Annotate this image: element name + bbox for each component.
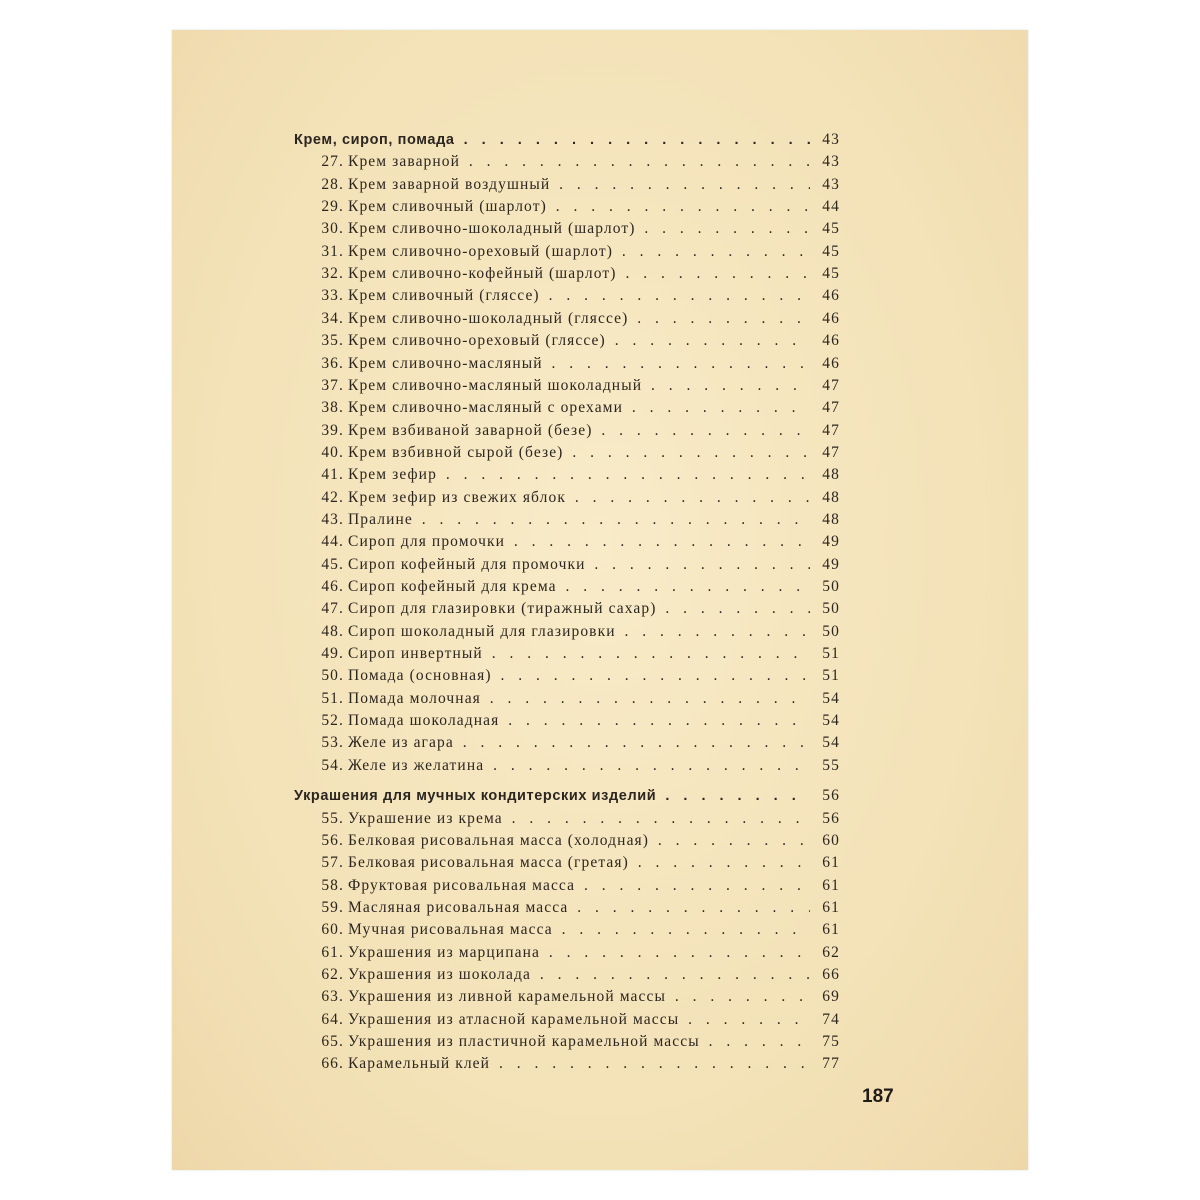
entry-page-number: 49 bbox=[822, 555, 840, 573]
toc-entry bbox=[172, 964, 1028, 986]
entry-title: Помада шоколадная . . . bbox=[348, 710, 810, 732]
entry-page-number: 54 bbox=[822, 734, 840, 752]
entry-page-number: 50 bbox=[822, 622, 840, 640]
entry-page-number: 55 bbox=[822, 756, 840, 774]
section-title: Крем, сироп, помада . . . bbox=[294, 129, 810, 151]
entry-title: Белковая рисовальная масса (гретая) . . . bbox=[348, 852, 810, 874]
entry-page-number: 61 bbox=[822, 876, 840, 894]
toc-entry bbox=[172, 897, 1028, 919]
entry-title: Крем взбиваной заварной (безе) . . . bbox=[348, 420, 810, 442]
entry-number: 48. bbox=[321, 622, 344, 640]
entry-page-number: 49 bbox=[822, 533, 840, 551]
toc-entry bbox=[172, 852, 1028, 874]
entry-page-number: 51 bbox=[822, 645, 840, 663]
entry-page-number: 46 bbox=[822, 332, 840, 350]
entry-page-number: 66 bbox=[822, 965, 840, 983]
entry-number: 57. bbox=[321, 854, 344, 872]
entry-page-number: 43 bbox=[822, 153, 840, 171]
entry-page-number: 69 bbox=[822, 988, 840, 1006]
toc-entry bbox=[172, 285, 1028, 307]
toc-entry bbox=[172, 830, 1028, 852]
entry-number: 64. bbox=[321, 1010, 344, 1028]
entry-title: Крем зефир из свежих яблок . . . bbox=[348, 487, 810, 509]
entry-number: 60. bbox=[321, 921, 344, 939]
toc-entry bbox=[172, 487, 1028, 509]
entry-number: 37. bbox=[321, 376, 344, 394]
toc-entry bbox=[172, 353, 1028, 375]
toc-entry bbox=[172, 263, 1028, 285]
entry-title: Масляная рисовальная масса . . . bbox=[348, 897, 810, 919]
entry-page-number: 48 bbox=[822, 510, 840, 528]
entry-number: 31. bbox=[321, 242, 344, 260]
entry-title: Крем сливочно-кофейный (шарлот) . . . bbox=[348, 263, 810, 285]
entry-title: Крем сливочно-масляный с орехами . . . bbox=[348, 397, 810, 419]
entry-page-number: 48 bbox=[822, 488, 840, 506]
entry-title: Помада (основная) . . . bbox=[348, 665, 810, 687]
toc-entry bbox=[172, 218, 1028, 240]
entry-number: 29. bbox=[321, 198, 344, 216]
entry-title: Крем сливочный (гляссе) . . . bbox=[348, 285, 810, 307]
entry-page-number: 46 bbox=[822, 309, 840, 327]
toc-entry bbox=[172, 643, 1028, 665]
toc-section-heading bbox=[172, 129, 1028, 151]
entry-title: Белковая рисовальная масса (холодная) . . . bbox=[348, 830, 810, 852]
toc-entry bbox=[172, 665, 1028, 687]
entry-page-number: 54 bbox=[822, 689, 840, 707]
entry-page-number: 56 bbox=[822, 809, 840, 827]
toc-entry bbox=[172, 732, 1028, 754]
entry-title: Пралине . . . bbox=[348, 509, 810, 531]
entry-title: Желе из желатина . . . bbox=[348, 755, 810, 777]
entry-number: 47. bbox=[321, 600, 344, 618]
entry-title: Крем сливочно-масляный . . . bbox=[348, 353, 810, 375]
entry-title: Желе из агара . . . bbox=[348, 732, 810, 754]
entry-number: 35. bbox=[321, 332, 344, 350]
entry-page-number: 75 bbox=[822, 1033, 840, 1050]
entry-page-number: 46 bbox=[822, 287, 840, 305]
toc-entry bbox=[172, 554, 1028, 576]
entry-number: 63. bbox=[321, 988, 344, 1006]
entry-number: 27. bbox=[321, 153, 344, 171]
entry-page-number: 61 bbox=[822, 854, 840, 872]
entry-title: Украшения из ливной карамельной массы . . . bbox=[348, 986, 810, 1008]
entry-number: 39. bbox=[321, 421, 344, 439]
entry-number: 49. bbox=[321, 645, 344, 663]
toc-entry bbox=[172, 576, 1028, 598]
entry-page-number: 47 bbox=[822, 376, 840, 394]
toc-entry bbox=[172, 241, 1028, 263]
entry-page-number: 74 bbox=[822, 1010, 840, 1028]
entry-title: Фруктовая рисовальная масса . . . bbox=[348, 875, 810, 897]
entry-number: 66. bbox=[321, 1055, 344, 1073]
section-page-number: 56 bbox=[822, 787, 840, 805]
entry-number: 65. bbox=[321, 1033, 344, 1050]
entry-title: Сироп для промочки . . . bbox=[348, 531, 810, 553]
entry-page-number: 45 bbox=[822, 265, 840, 283]
entry-number: 42. bbox=[321, 488, 344, 506]
entry-number: 51. bbox=[321, 689, 344, 707]
entry-page-number: 61 bbox=[822, 898, 840, 916]
entry-number: 43. bbox=[321, 510, 344, 528]
entry-number: 62. bbox=[321, 965, 344, 983]
entry-page-number: 47 bbox=[822, 443, 840, 461]
toc-entry bbox=[172, 1053, 1028, 1075]
toc-entry bbox=[172, 1031, 1028, 1053]
entry-number: 38. bbox=[321, 399, 344, 417]
entry-number: 33. bbox=[321, 287, 344, 305]
entry-number: 46. bbox=[321, 578, 344, 595]
toc-entry bbox=[172, 598, 1028, 620]
entry-page-number: 50 bbox=[822, 578, 840, 595]
entry-title: Крем сливочно-ореховый (шарлот) . . . bbox=[348, 241, 810, 263]
entry-page-number: 46 bbox=[822, 354, 840, 372]
toc-entry bbox=[172, 755, 1028, 777]
entry-title: Крем сливочно-шоколадный (шарлот) . . . bbox=[348, 218, 810, 240]
page-number: 187 bbox=[862, 1086, 894, 1107]
entry-number: 54. bbox=[321, 756, 344, 774]
toc-entry bbox=[172, 174, 1028, 196]
entry-number: 44. bbox=[321, 533, 344, 551]
entry-title: Крем заварной . . . bbox=[348, 151, 810, 173]
toc-entry bbox=[172, 464, 1028, 486]
toc-entry bbox=[172, 919, 1028, 941]
entry-title: Сироп кофейный для промочки . . . bbox=[348, 554, 810, 576]
entry-title: Украшение из крема . . . bbox=[348, 808, 810, 830]
entry-page-number: 50 bbox=[822, 600, 840, 618]
toc-entry bbox=[172, 710, 1028, 732]
toc-entry bbox=[172, 308, 1028, 330]
entry-page-number: 45 bbox=[822, 242, 840, 260]
entry-page-number: 61 bbox=[822, 921, 840, 939]
entry-title: Сироп кофейный для крема . . . bbox=[348, 576, 810, 598]
section-page-number: 43 bbox=[822, 131, 840, 148]
entry-title: Крем взбивной сырой (безе) . . . bbox=[348, 442, 810, 464]
entry-title: Украшения из шоколада . . . bbox=[348, 964, 810, 986]
entry-number: 40. bbox=[321, 443, 344, 461]
entry-title: Крем сливочно-масляный шоколадный . . . bbox=[348, 375, 810, 397]
entry-number: 32. bbox=[321, 265, 344, 283]
entry-page-number: 47 bbox=[822, 399, 840, 417]
entry-page-number: 48 bbox=[822, 466, 840, 484]
entry-page-number: 54 bbox=[822, 712, 840, 730]
toc-entry bbox=[172, 330, 1028, 352]
entry-number: 53. bbox=[321, 734, 344, 752]
entry-number: 55. bbox=[321, 809, 344, 827]
toc-entry bbox=[172, 942, 1028, 964]
toc-entry bbox=[172, 442, 1028, 464]
entry-number: 61. bbox=[321, 943, 344, 961]
toc-entry bbox=[172, 531, 1028, 553]
entry-page-number: 44 bbox=[822, 198, 840, 216]
entry-page-number: 51 bbox=[822, 667, 840, 685]
entry-title: Помада молочная . . . bbox=[348, 688, 810, 710]
entry-title: Крем сливочно-шоколадный (гляссе) . . . bbox=[348, 308, 810, 330]
entry-title: Украшения из пластичной карамельной массы . . . bbox=[348, 1031, 810, 1053]
toc-entry bbox=[172, 375, 1028, 397]
entry-title: Сироп для глазировки (тиражный сахар) . . . bbox=[348, 598, 810, 620]
entry-number: 30. bbox=[321, 220, 344, 238]
section-title: Украшения для мучных кондитерских изделий . . . bbox=[294, 785, 810, 807]
entry-title: Крем заварной воздушный . . . bbox=[348, 174, 810, 196]
entry-page-number: 77 bbox=[822, 1055, 840, 1073]
entry-number: 41. bbox=[321, 466, 344, 484]
toc-entry bbox=[172, 420, 1028, 442]
toc-entry bbox=[172, 808, 1028, 830]
toc-entry bbox=[172, 621, 1028, 643]
toc-entry bbox=[172, 509, 1028, 531]
entry-page-number: 45 bbox=[822, 220, 840, 238]
entry-number: 36. bbox=[321, 354, 344, 372]
entry-title: Сироп шоколадный для глазировки . . . bbox=[348, 621, 810, 643]
entry-number: 59. bbox=[321, 898, 344, 916]
entry-number: 56. bbox=[321, 831, 344, 849]
entry-title: Сироп инвертный . . . bbox=[348, 643, 810, 665]
entry-number: 52. bbox=[321, 712, 344, 730]
toc-entry bbox=[172, 397, 1028, 419]
entry-title: Мучная рисовальная масса . . . bbox=[348, 919, 810, 941]
entry-page-number: 47 bbox=[822, 421, 840, 439]
toc-entry bbox=[172, 688, 1028, 710]
entry-number: 50. bbox=[321, 667, 344, 685]
entry-page-number: 62 bbox=[822, 943, 840, 961]
entry-number: 58. bbox=[321, 876, 344, 894]
entry-page-number: 43 bbox=[822, 175, 840, 193]
entry-title: Украшения из марципана . . . bbox=[348, 942, 810, 964]
entry-title: Карамельный клей . . . bbox=[348, 1053, 810, 1075]
entry-title: Крем сливочный (шарлот) . . . bbox=[348, 196, 810, 218]
entry-title: Украшения из атласной карамельной массы . . . bbox=[348, 1009, 810, 1031]
toc-entry bbox=[172, 875, 1028, 897]
toc-entry bbox=[172, 196, 1028, 218]
entry-number: 28. bbox=[321, 175, 344, 193]
toc-section-heading bbox=[172, 785, 1028, 807]
entry-number: 34. bbox=[321, 309, 344, 327]
entry-title: Крем зефир . . . bbox=[348, 464, 810, 486]
toc-entry bbox=[172, 1009, 1028, 1031]
entry-title: Крем сливочно-ореховый (гляссе) . . . bbox=[348, 330, 810, 352]
entry-page-number: 60 bbox=[822, 831, 840, 849]
book-page bbox=[172, 30, 1028, 1170]
toc-entry bbox=[172, 151, 1028, 173]
toc-entry bbox=[172, 986, 1028, 1008]
entry-number: 45. bbox=[321, 555, 344, 573]
